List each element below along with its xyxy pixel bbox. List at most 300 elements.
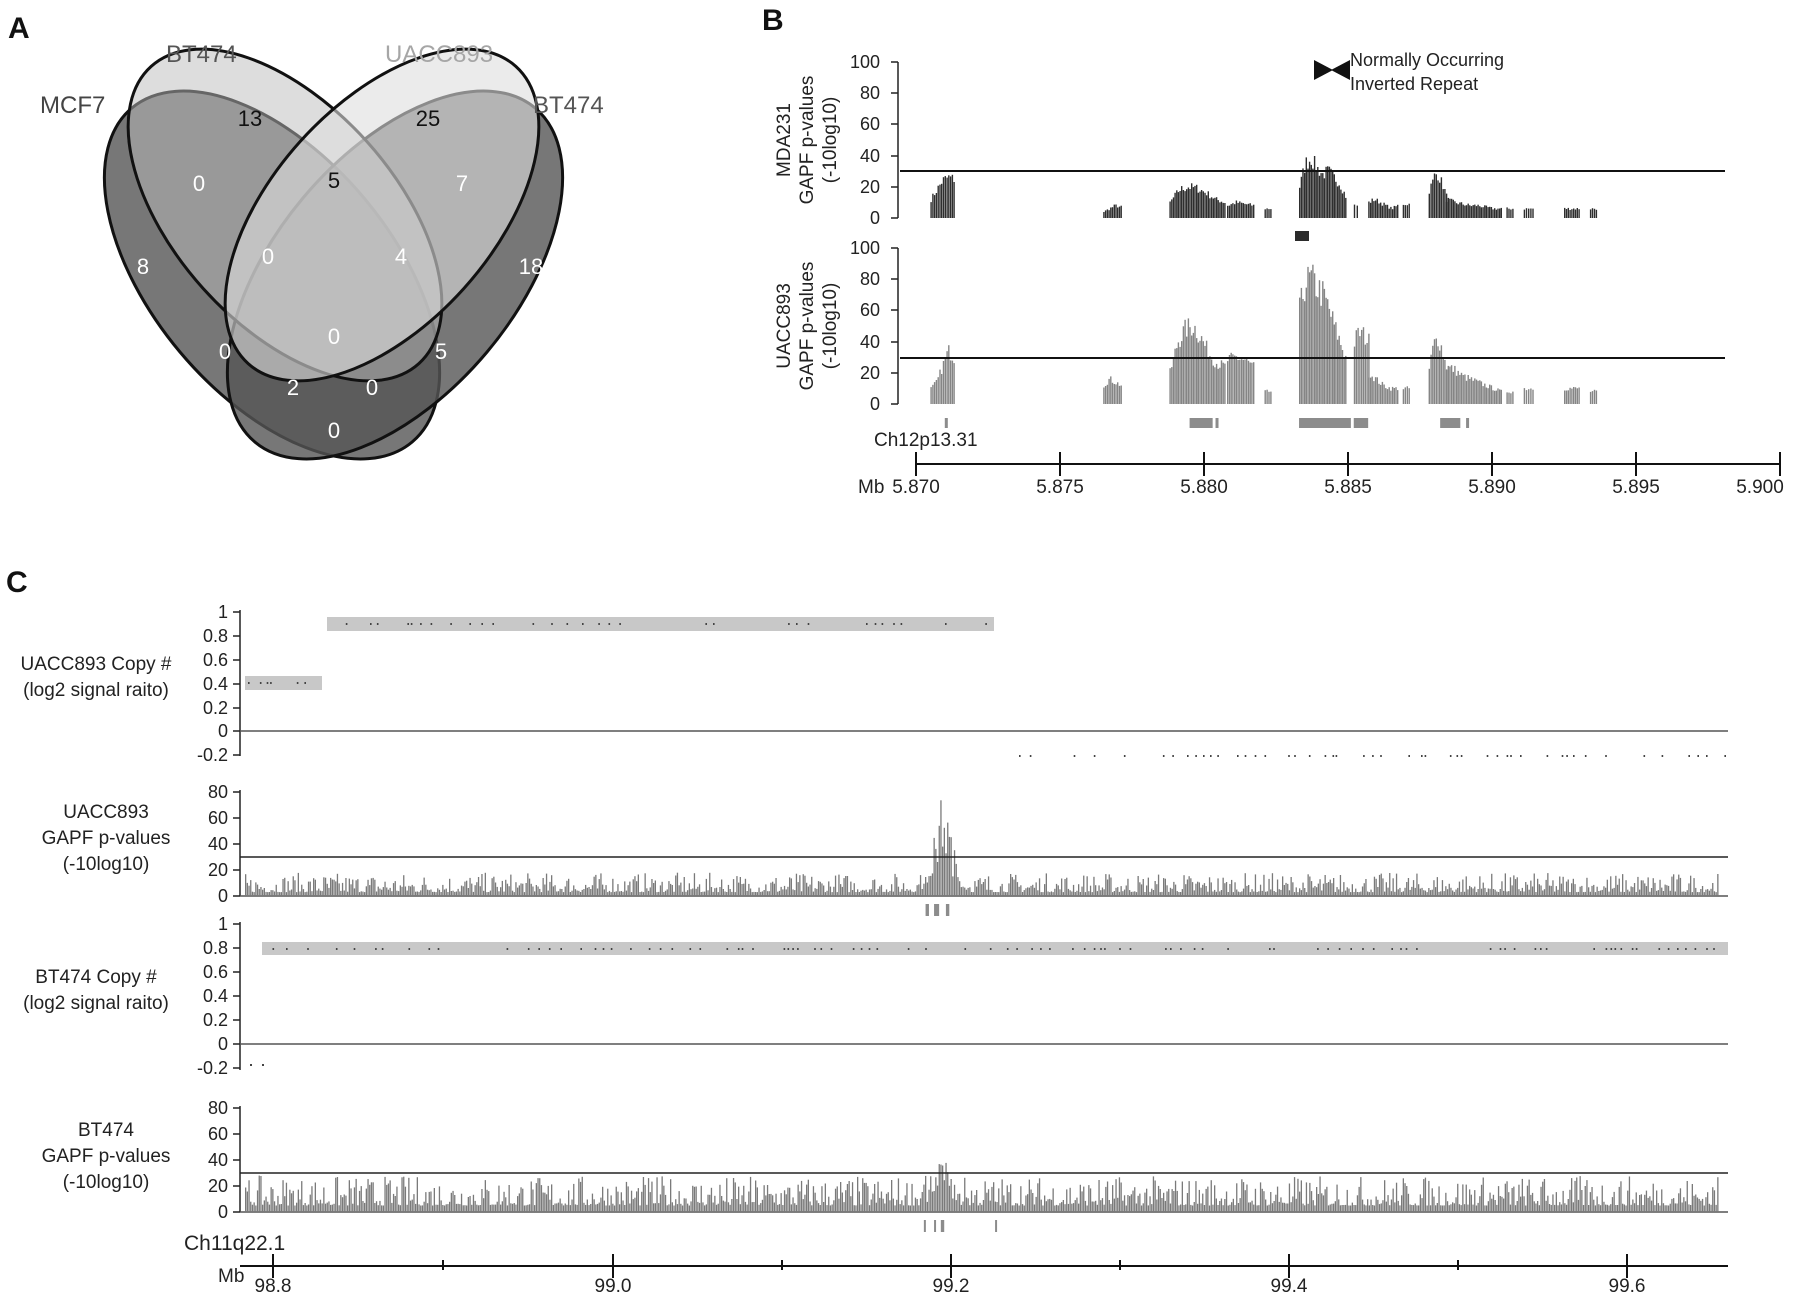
y-tick-label: 0.4 [202,674,228,694]
bar [1542,1182,1543,1212]
probe [377,623,379,625]
bar [786,1194,787,1212]
probe [560,948,562,950]
bar [509,1185,510,1212]
significant-region [941,1220,944,1232]
bar [1513,1187,1514,1212]
bar [1624,1205,1625,1213]
bar [852,890,853,896]
bar [1452,891,1453,897]
bar [1394,1202,1395,1212]
bar [1012,877,1013,896]
probe [1695,948,1697,950]
bar [1413,880,1414,896]
bar [1712,1187,1713,1212]
bar [1552,1194,1553,1212]
bar [1411,887,1412,896]
probe [538,948,540,950]
bar [1540,886,1541,897]
bar [1636,1192,1637,1212]
bar [906,889,907,896]
bar [573,885,574,896]
bar [1203,191,1204,218]
bar [866,890,867,896]
bar [1637,1205,1638,1212]
bar [854,883,855,896]
bar [860,1204,861,1212]
bar [1612,1197,1613,1212]
bar [1459,203,1460,219]
bar [1337,340,1338,404]
bar [1544,889,1545,896]
bar [1153,1176,1154,1212]
bar [1287,1204,1288,1213]
probe [742,948,744,950]
bar [1136,1204,1137,1213]
bar [1129,890,1130,896]
bar [544,1193,545,1212]
bar [877,889,878,896]
bar [259,889,260,896]
bar [1486,1206,1487,1213]
bar [539,1178,540,1212]
bar [1610,1204,1611,1212]
y-tick-label: 0.8 [202,938,228,958]
bar [1199,192,1200,218]
bar [1075,892,1076,896]
y-tick-label: 40 [859,332,880,352]
bar [427,890,428,896]
bar [1284,885,1285,896]
bar [937,1186,938,1212]
bar [318,889,319,896]
bar [328,1201,329,1212]
bar [1466,1185,1467,1212]
bar [1468,375,1469,404]
probe [1245,755,1247,757]
bar [383,1206,384,1213]
probe [882,623,884,625]
probe [808,623,810,625]
bar [935,849,936,896]
bar [1459,882,1460,896]
bar [893,892,894,896]
bar [289,891,290,897]
probe [267,682,269,684]
bar [1183,190,1184,218]
bar [1107,1182,1108,1213]
bar [306,892,307,896]
bar [408,886,409,896]
bar [1329,309,1330,404]
bar [1571,389,1572,404]
bar [354,888,355,896]
bar [442,1205,443,1212]
bar [915,1198,916,1212]
bar [1151,889,1152,896]
bar [981,1205,982,1212]
bar [925,1176,926,1212]
bar [289,1190,290,1212]
bar [1185,884,1186,896]
bar [1165,879,1166,896]
bar [430,890,431,897]
bar [1314,273,1315,404]
bar [480,1205,481,1212]
bar [993,892,994,896]
bar [726,892,727,896]
probe [507,948,509,950]
probe [273,948,275,950]
bar [1172,889,1173,896]
bar [918,884,919,896]
bar [1383,203,1384,218]
bar [1334,174,1335,218]
bar [1036,1197,1037,1212]
bar [1407,205,1408,218]
y-tick-label: 0.2 [202,1010,228,1030]
bar [604,889,605,896]
bar [740,1204,741,1212]
bar [752,1202,753,1212]
bar [1253,892,1254,897]
bar [1216,1199,1217,1213]
bar [1527,1186,1528,1212]
bar [1464,892,1465,896]
bar [825,1184,826,1213]
bar [1573,387,1574,404]
bar [543,878,544,896]
bar [1243,889,1244,896]
bar [452,1191,453,1212]
bar [367,880,368,896]
bar [335,1178,336,1212]
bar [952,175,953,218]
bar [262,1205,263,1212]
bar [305,892,306,896]
bar [1659,1206,1660,1213]
bar [408,1178,409,1212]
bar [1496,210,1497,218]
probe [1195,755,1197,757]
venn-count: 0 [192,171,206,196]
bar [616,891,617,896]
bar [1124,1195,1125,1212]
bar [1380,385,1381,404]
bar [1025,888,1026,896]
probe [248,682,250,684]
bar [1644,883,1645,896]
bar [1316,171,1317,218]
bar [1209,1206,1210,1213]
probe [1605,755,1607,757]
probe [611,948,613,950]
bar [1469,1189,1470,1212]
bar [1010,1184,1011,1212]
bar [1574,1181,1575,1212]
bar [689,1206,690,1213]
bar [1335,182,1336,218]
bar [1416,874,1417,896]
bar [1505,873,1506,896]
bar [685,892,686,896]
track-ylabel: BT474 Copy # [35,967,157,988]
bar [1032,885,1033,896]
bar [493,1205,494,1212]
bar [1121,886,1122,896]
bar [1160,892,1161,896]
bar [301,885,302,896]
bar [1710,1205,1711,1212]
bar [1289,1184,1290,1213]
bar [1551,1205,1552,1212]
probe [1362,948,1364,950]
track-ylabel: GAPF p-values [41,1146,171,1167]
bar [456,892,457,897]
bar [896,1200,897,1212]
bar [629,882,630,896]
bar [1530,209,1531,219]
bar [1673,1198,1674,1212]
bar [639,892,640,896]
bar [1421,888,1422,896]
bar [1169,368,1170,404]
bar [888,1192,889,1212]
bar [1466,381,1467,404]
bar [551,1184,552,1212]
bar [1620,1181,1621,1212]
bar [1119,1177,1120,1212]
bar [1495,1200,1496,1212]
bar [646,888,647,896]
bar [1046,873,1047,896]
bar [1588,1205,1589,1212]
bar [1350,1206,1351,1213]
bar [1697,892,1698,896]
bar [1201,190,1202,218]
bar [862,1178,863,1212]
bar [1529,1180,1530,1212]
bar [743,1186,744,1212]
bar [1429,369,1430,404]
bar [995,1202,996,1212]
bar [1675,1203,1676,1212]
bar [1195,884,1196,896]
bar [1002,884,1003,896]
bar [876,1203,877,1212]
bar [1670,891,1671,896]
bar [621,1192,622,1212]
bar [1173,357,1174,404]
bar [1188,318,1189,404]
bar [1437,346,1438,404]
bar [1382,878,1383,896]
bar [697,1202,698,1212]
bar [1399,888,1400,896]
bar [1058,885,1059,896]
bar [1104,1205,1105,1212]
bar [1299,188,1300,218]
probe [1317,948,1319,950]
bar [1396,874,1397,896]
bar [1151,1204,1152,1212]
bar [1262,1189,1263,1212]
bar [1114,891,1115,896]
bar [1646,886,1647,896]
bar [1344,358,1345,405]
bar [1279,889,1280,896]
bar [1212,1205,1213,1212]
bar [673,892,674,896]
bar [928,876,929,896]
bar [1627,890,1628,896]
bar [655,1203,656,1212]
probe [1562,755,1564,757]
probe [1547,755,1549,757]
bar [512,1204,513,1212]
bar [1119,892,1120,896]
bar [619,1204,620,1212]
bar [986,1193,987,1212]
x-tick-label: 99.0 [594,1276,632,1296]
bar [718,892,719,896]
bar [1107,880,1108,897]
bar [1428,1181,1429,1212]
bar [585,885,586,896]
bar [1017,882,1018,896]
bar [1575,387,1576,404]
bar [993,1182,994,1212]
bar [787,887,788,896]
bar [605,885,606,896]
bar [1458,204,1459,218]
bar [376,892,377,897]
bar [1586,1180,1587,1212]
bar [286,1183,287,1212]
bar [1403,1178,1404,1212]
bar [488,892,489,896]
bar [337,874,338,896]
bar [1156,884,1157,896]
bar [1313,1200,1314,1212]
bar [1590,209,1591,218]
bar [541,1185,542,1212]
significant-region [1354,418,1368,428]
bar [888,892,889,896]
bar [1206,341,1207,404]
probe [1487,755,1489,757]
bar [855,892,856,896]
probe [1363,755,1365,757]
bar [1372,377,1373,404]
bar [869,1205,870,1212]
bar [1115,384,1116,404]
bar [315,1183,316,1213]
bar [1313,888,1314,896]
bar [1204,883,1205,896]
bar [941,184,942,218]
significant-region [934,1220,936,1232]
bar [1382,206,1383,218]
track-ylabel: UACC893 Copy # [20,654,172,675]
bar [1396,1183,1397,1212]
probe [893,623,895,625]
bar [791,878,792,896]
bar [1139,882,1140,896]
bar [556,892,557,897]
bar [259,1176,260,1212]
probe [1520,755,1522,757]
axis-unit: Mb [218,1266,245,1287]
bar [379,889,380,896]
bar [1427,1206,1428,1213]
bar [1189,327,1190,404]
bar [655,881,656,897]
bar [1659,880,1660,896]
bar [1497,209,1498,218]
probe [1677,948,1679,950]
bar [684,877,685,896]
bar [320,891,321,896]
bar [765,884,766,896]
bar [1671,877,1672,896]
bar [1492,209,1493,218]
bar [948,175,949,218]
bar [752,892,753,896]
bar [718,1204,719,1212]
bar [1716,1205,1717,1212]
bar [413,886,414,896]
bar [1184,320,1185,404]
bar [990,890,991,896]
bar [468,888,469,896]
bar [1685,1201,1686,1212]
bar [1354,205,1355,218]
probe [649,948,651,950]
bar [255,1206,256,1213]
bar [1707,889,1708,896]
bar [1229,206,1230,218]
bar [1117,382,1118,404]
bar [923,884,924,896]
bar [1253,1205,1254,1212]
bar [1474,205,1475,218]
bar [830,1205,831,1212]
bar [932,873,933,896]
x-tick-label: 5.880 [1180,477,1228,498]
bar [1526,208,1527,218]
bar [650,1192,651,1212]
bar [599,879,600,896]
bar [282,1180,283,1212]
bar [1308,1204,1309,1212]
bar [451,891,452,896]
bar [1268,209,1269,218]
bar [600,873,601,896]
bar [765,1195,766,1212]
bar [905,891,906,896]
bar [1083,876,1084,896]
bar [1539,1205,1540,1212]
bar [1590,892,1591,896]
bar [492,1205,493,1213]
bar [1563,877,1564,896]
probe [1094,755,1096,757]
bar [424,878,425,896]
bar [602,885,603,896]
probe [429,948,431,950]
bar [1530,389,1531,405]
